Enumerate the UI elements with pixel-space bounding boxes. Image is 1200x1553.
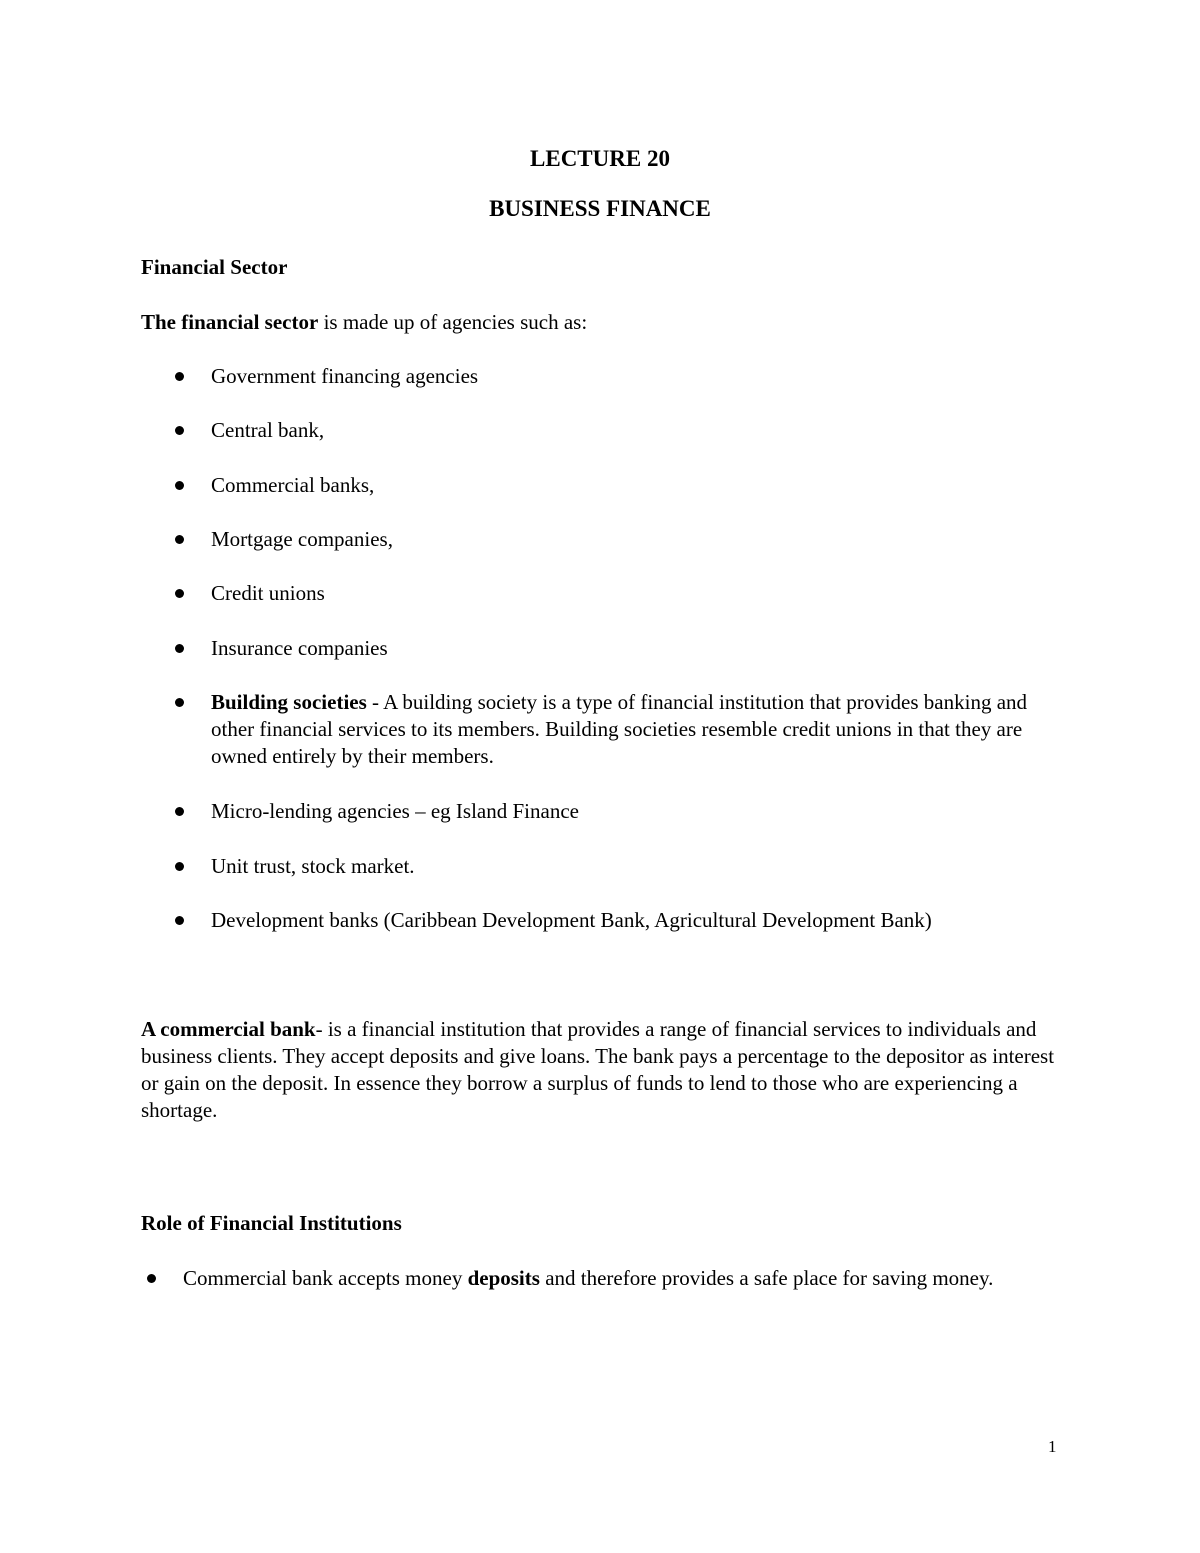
bullet-icon xyxy=(175,862,184,871)
list-item-text: Development banks (Caribbean Development Bank, Agricultural Development Bank) xyxy=(211,908,932,932)
list-item xyxy=(211,635,1051,662)
intro-bold-term: The financial sector xyxy=(141,310,319,334)
commercial-bank-term: A commercial bank xyxy=(141,1017,316,1041)
list-item xyxy=(211,907,1051,934)
list-item xyxy=(211,472,1051,499)
list-item xyxy=(211,798,1051,825)
list-item-text: Central bank, xyxy=(211,418,325,442)
list-item-text: Credit unions xyxy=(211,581,325,605)
list-item xyxy=(183,1265,1043,1292)
list-item xyxy=(211,580,1051,607)
list-item xyxy=(211,526,1051,553)
commercial-bank-paragraph xyxy=(141,1016,1061,1124)
list-item-text: Unit trust, stock market. xyxy=(211,854,415,878)
bullet-icon xyxy=(175,916,184,925)
bullet-icon xyxy=(175,372,184,381)
lecture-title: LECTURE 20 xyxy=(530,146,670,171)
role-item-text-pre: Commercial bank accepts money xyxy=(183,1266,468,1290)
intro-text: is made up of agencies such as: xyxy=(318,310,588,334)
commercial-bank-definition: - is a financial institution that provides a range of financial services to individuals and business clients. They accept deposits and give loans. The bank pays a percentage to the depositor as interest or gain on the deposit. In essence they borrow a surplus of funds to lend to those who are experiencing a shortage. xyxy=(141,1017,1055,1122)
bullet-icon xyxy=(147,1274,156,1283)
role-item-bold: deposits xyxy=(467,1266,540,1290)
list-item-bold-term: Building societies xyxy=(211,690,367,714)
bullet-icon xyxy=(175,426,184,435)
page-number: 1 xyxy=(1048,1437,1057,1456)
list-item xyxy=(211,853,1051,880)
bullet-icon xyxy=(175,698,184,707)
list-item-text: Government financing agencies xyxy=(211,364,479,388)
financial-sector-intro xyxy=(141,309,587,336)
role-item-text-post: and therefore provides a safe place for saving money. xyxy=(539,1266,994,1290)
list-item-text: Mortgage companies, xyxy=(211,527,393,551)
list-item xyxy=(211,363,1051,390)
list-item-text: Commercial banks, xyxy=(211,473,375,497)
list-item-text: Insurance companies xyxy=(211,636,388,660)
lecture-subtitle: BUSINESS FINANCE xyxy=(489,196,711,221)
list-item-text: - A building society is a type of financial institution that provides banking and other financial services to its members. Building societies resemble credit unions in that they are owned entirely by their members. xyxy=(211,690,1028,768)
financial-sector-heading: Financial Sector xyxy=(141,255,288,279)
bullet-icon xyxy=(175,589,184,598)
bullet-icon xyxy=(175,535,184,544)
list-item xyxy=(211,689,1051,770)
bullet-icon xyxy=(175,807,184,816)
role-heading: Role of Financial Institutions xyxy=(141,1211,402,1235)
list-item-text: Micro-lending agencies – eg Island Finance xyxy=(211,799,579,823)
bullet-icon xyxy=(175,644,184,653)
bullet-icon xyxy=(175,481,184,490)
list-item xyxy=(211,417,1051,444)
